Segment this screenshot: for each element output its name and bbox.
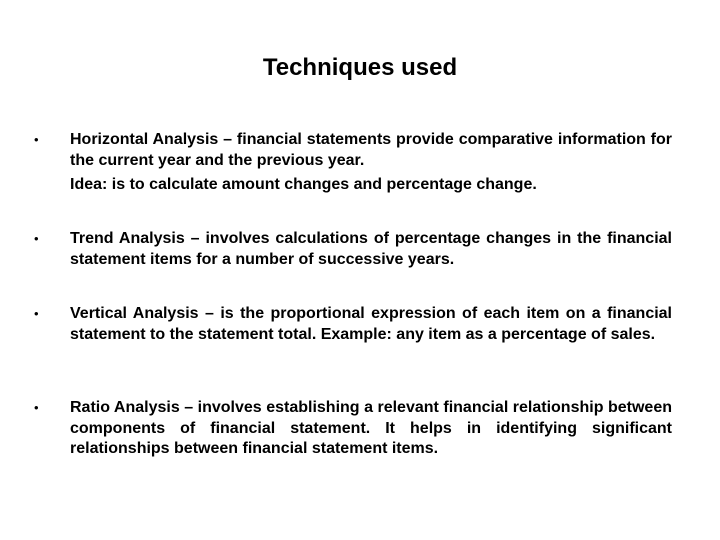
bullet-text-wrapper (70, 130, 672, 196)
bullet-icon: • (34, 306, 39, 321)
slide-title: Techniques used (262, 54, 458, 81)
bullet-text: Horizontal Analysis – financial statements provide comparative information for the current year and the previous year. (70, 131, 672, 169)
bullet-text: Trend Analysis – involves calculations of percentage changes in the financial statement items for a number of successive years. (70, 230, 672, 268)
bullet-text: Ratio Analysis – involves establishing a relevant financial relationship between components of financial statement. It helps in identifying significant relationships between financial statement items. (70, 399, 672, 457)
bullet-subtext: Idea: is to calculate amount changes and percentage change. (70, 176, 537, 193)
bullet-icon: • (34, 132, 39, 147)
bullet-icon: • (34, 231, 39, 246)
bullet-text: Vertical Analysis – is the proportional expression of each item on a financial statement to the statement total. Example: any item as a percentage of sales. (70, 305, 672, 343)
bullet-icon: • (34, 400, 39, 415)
